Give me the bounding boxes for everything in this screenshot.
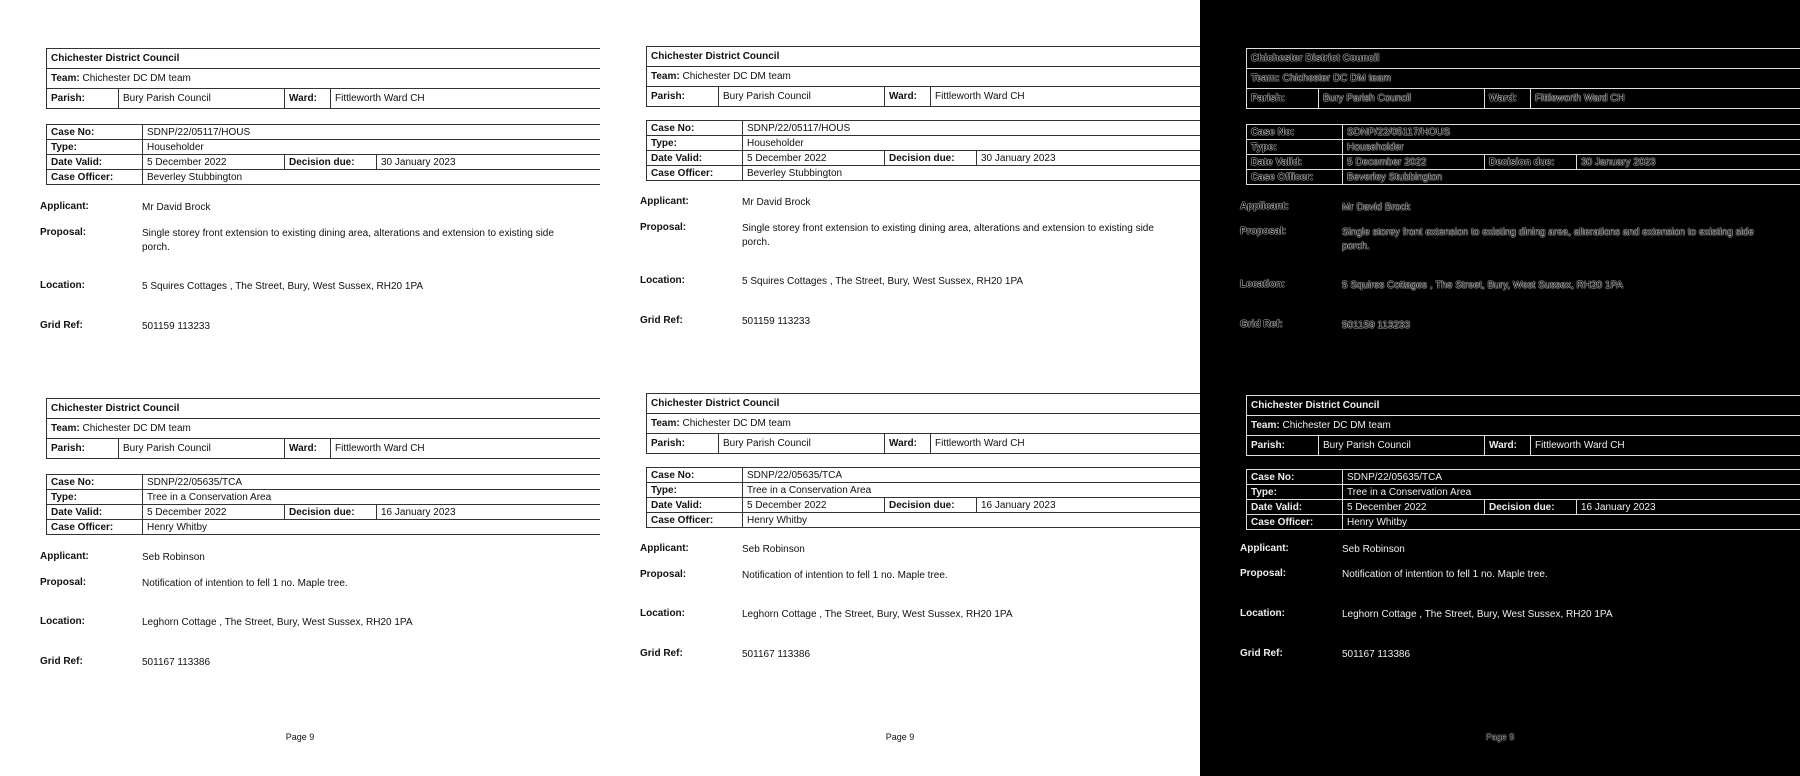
council-name: Chichester District Council	[647, 394, 1201, 414]
proposal-value: Single storey front extension to existing dining area, alterations and extension to existing side porch.	[1342, 227, 1754, 252]
decision-due-value: 16 January 2023	[977, 498, 1201, 513]
page-footer: Page 9	[285, 732, 315, 742]
document-panel-original	[0, 0, 600, 776]
type-label: Type:	[47, 140, 143, 155]
date-valid-value: 5 December 2022	[1343, 155, 1485, 170]
decision-due-label: Decision due:	[285, 505, 377, 520]
ward-value: Fittleworth Ward CH	[331, 89, 601, 109]
page-footer: Page 9	[1485, 732, 1515, 742]
grid-ref-value: 501159 113233	[1342, 320, 1411, 331]
date-valid-label: Date Valid:	[647, 151, 743, 166]
grid-ref-label: Grid Ref:	[40, 656, 83, 667]
grid-ref-label: Grid Ref:	[1240, 648, 1283, 659]
date-valid-label: Date Valid:	[647, 498, 743, 513]
council-name: Chichester District Council	[47, 399, 601, 419]
location-value: Leghorn Cottage , The Street, Bury, West Sussex, RH20 1PA	[142, 617, 413, 628]
case-no-label: Case No:	[647, 121, 743, 136]
team-value: Chichester DC DM team	[1282, 420, 1391, 431]
case-details-table	[1246, 124, 1800, 185]
council-header-table	[646, 393, 1200, 454]
team-row	[647, 67, 1201, 87]
proposal-value: Single storey front extension to existing dining area, alterations and extension to existing side porch.	[742, 223, 1154, 248]
case-officer-label: Case Officer:	[47, 170, 143, 185]
grid-ref-value: 501167 113386	[742, 649, 811, 660]
case-no-value: SDNP/22/05117/HOUS	[1343, 125, 1800, 140]
case-details-table	[646, 467, 1200, 528]
parish-value: Bury Parish Council	[1319, 436, 1485, 456]
applicant-label: Applicant:	[640, 196, 689, 207]
document-panel-reconstruction	[600, 0, 1200, 776]
date-valid-value: 5 December 2022	[143, 155, 285, 170]
team-row	[47, 419, 601, 439]
team-row	[647, 414, 1201, 434]
team-value: Chichester DC DM team	[682, 71, 791, 82]
location-label: Location:	[640, 275, 685, 286]
grid-ref-label: Grid Ref:	[40, 320, 83, 331]
type-value: Tree in a Conservation Area	[1343, 485, 1800, 500]
proposal-value: Notification of intention to fell 1 no. Maple tree.	[742, 570, 948, 581]
decision-due-value: 16 January 2023	[377, 505, 601, 520]
date-valid-value: 5 December 2022	[743, 151, 885, 166]
parish-value: Bury Parish Council	[119, 89, 285, 109]
location-value: 5 Squires Cottages , The Street, Bury, West Sussex, RH20 1PA	[142, 281, 424, 292]
team-value: Chichester DC DM team	[1282, 73, 1391, 84]
team-row	[1247, 416, 1800, 436]
case-no-value: SDNP/22/05635/TCA	[143, 475, 601, 490]
case-no-label: Case No:	[47, 125, 143, 140]
ward-value: Fittleworth Ward CH	[331, 439, 601, 459]
case-officer-label: Case Officer:	[47, 520, 143, 535]
parish-label: Parish:	[47, 89, 119, 109]
ward-label: Ward:	[885, 434, 931, 454]
team-value: Chichester DC DM team	[82, 73, 191, 84]
applicant-label: Applicant:	[640, 543, 689, 554]
type-value: Tree in a Conservation Area	[143, 490, 601, 505]
case-officer-label: Case Officer:	[1247, 515, 1343, 530]
location-value: 5 Squires Cottages , The Street, Bury, West Sussex, RH20 1PA	[1342, 280, 1624, 291]
date-valid-label: Date Valid:	[1247, 155, 1343, 170]
decision-due-label: Decision due:	[885, 498, 977, 513]
type-value: Householder	[1343, 140, 1800, 155]
type-value: Householder	[143, 140, 601, 155]
team-label: Team:	[1251, 73, 1280, 84]
team-label: Team:	[51, 73, 80, 84]
parish-value: Bury Parish Council	[719, 434, 885, 454]
council-header-table	[646, 46, 1200, 107]
case-officer-value: Beverley Stubbington	[1343, 170, 1800, 185]
grid-ref-value: 501159 113233	[742, 316, 811, 327]
decision-due-value: 30 January 2023	[977, 151, 1201, 166]
decision-due-value: 16 January 2023	[1577, 500, 1800, 515]
case-officer-value: Henry Whitby	[143, 520, 601, 535]
council-name: Chichester District Council	[1247, 396, 1800, 416]
proposal-label: Proposal:	[640, 222, 687, 233]
case-details-table	[1246, 469, 1800, 530]
type-label: Type:	[647, 136, 743, 151]
applicant-value: Mr David Brock	[1342, 202, 1411, 213]
proposal-value: Single storey front extension to existing dining area, alterations and extension to existing side porch.	[142, 228, 554, 253]
applicant-label: Applicant:	[40, 551, 89, 562]
date-valid-value: 5 December 2022	[1343, 500, 1485, 515]
case-no-label: Case No:	[1247, 125, 1343, 140]
grid-ref-value: 501167 113386	[1342, 649, 1411, 660]
proposal-label: Proposal:	[1240, 226, 1287, 237]
location-label: Location:	[640, 608, 685, 619]
case-officer-label: Case Officer:	[1247, 170, 1343, 185]
parish-value: Bury Parish Council	[119, 439, 285, 459]
type-label: Type:	[1247, 485, 1343, 500]
case-no-label: Case No:	[647, 468, 743, 483]
case-no-label: Case No:	[47, 475, 143, 490]
document-panel-diff	[1200, 0, 1800, 776]
parish-value: Bury Parish Council	[1319, 89, 1485, 109]
type-label: Type:	[1247, 140, 1343, 155]
decision-due-label: Decision due:	[885, 151, 977, 166]
team-label: Team:	[651, 71, 680, 82]
parish-value: Bury Parish Council	[719, 87, 885, 107]
proposal-value: Notification of intention to fell 1 no. Maple tree.	[1342, 569, 1548, 580]
parish-label: Parish:	[47, 439, 119, 459]
location-label: Location:	[1240, 279, 1285, 290]
grid-ref-value: 501167 113386	[142, 657, 211, 668]
ward-label: Ward:	[1485, 436, 1531, 456]
case-details-table	[646, 120, 1200, 181]
case-officer-value: Henry Whitby	[1343, 515, 1800, 530]
location-value: 5 Squires Cottages , The Street, Bury, West Sussex, RH20 1PA	[742, 276, 1024, 287]
applicant-value: Seb Robinson	[142, 552, 205, 563]
applicant-value: Seb Robinson	[742, 544, 805, 555]
proposal-label: Proposal:	[640, 569, 687, 580]
type-label: Type:	[647, 483, 743, 498]
council-name: Chichester District Council	[47, 49, 601, 69]
case-officer-label: Case Officer:	[647, 513, 743, 528]
case-no-value: SDNP/22/05635/TCA	[1343, 470, 1800, 485]
date-valid-label: Date Valid:	[47, 155, 143, 170]
case-details-table	[46, 124, 600, 185]
decision-due-label: Decision due:	[1485, 500, 1577, 515]
council-name: Chichester District Council	[647, 47, 1201, 67]
decision-due-label: Decision due:	[1485, 155, 1577, 170]
ward-value: Fittleworth Ward CH	[931, 87, 1201, 107]
ward-label: Ward:	[1485, 89, 1531, 109]
ward-label: Ward:	[885, 87, 931, 107]
location-value: Leghorn Cottage , The Street, Bury, West Sussex, RH20 1PA	[1342, 609, 1613, 620]
location-label: Location:	[40, 280, 85, 291]
ward-value: Fittleworth Ward CH	[1531, 436, 1800, 456]
applicant-value: Mr David Brock	[742, 197, 811, 208]
case-no-value: SDNP/22/05635/TCA	[743, 468, 1201, 483]
team-label: Team:	[651, 418, 680, 429]
grid-ref-label: Grid Ref:	[1240, 319, 1283, 330]
team-value: Chichester DC DM team	[82, 423, 191, 434]
council-header-table	[46, 48, 600, 109]
applicant-label: Applicant:	[1240, 543, 1289, 554]
team-value: Chichester DC DM team	[682, 418, 791, 429]
location-value: Leghorn Cottage , The Street, Bury, West Sussex, RH20 1PA	[742, 609, 1013, 620]
grid-ref-label: Grid Ref:	[640, 315, 683, 326]
case-officer-value: Henry Whitby	[743, 513, 1201, 528]
location-label: Location:	[1240, 608, 1285, 619]
team-row	[47, 69, 601, 89]
case-officer-label: Case Officer:	[647, 166, 743, 181]
parish-label: Parish:	[1247, 89, 1319, 109]
council-header-table	[1246, 48, 1800, 109]
ward-label: Ward:	[285, 89, 331, 109]
applicant-label: Applicant:	[40, 201, 89, 212]
team-label: Team:	[51, 423, 80, 434]
grid-ref-label: Grid Ref:	[640, 648, 683, 659]
decision-due-value: 30 January 2023	[1577, 155, 1800, 170]
type-value: Householder	[743, 136, 1201, 151]
team-row	[1247, 69, 1800, 89]
proposal-label: Proposal:	[40, 577, 87, 588]
date-valid-value: 5 December 2022	[743, 498, 885, 513]
parish-label: Parish:	[647, 87, 719, 107]
proposal-value: Notification of intention to fell 1 no. Maple tree.	[142, 578, 348, 589]
case-officer-value: Beverley Stubbington	[743, 166, 1201, 181]
location-label: Location:	[40, 616, 85, 627]
case-officer-value: Beverley Stubbington	[143, 170, 601, 185]
applicant-label: Applicant:	[1240, 201, 1289, 212]
parish-label: Parish:	[647, 434, 719, 454]
team-label: Team:	[1251, 420, 1280, 431]
proposal-label: Proposal:	[1240, 568, 1287, 579]
case-no-value: SDNP/22/05117/HOUS	[143, 125, 601, 140]
proposal-label: Proposal:	[40, 227, 87, 238]
case-details-table	[46, 474, 600, 535]
type-label: Type:	[47, 490, 143, 505]
ward-label: Ward:	[285, 439, 331, 459]
case-no-label: Case No:	[1247, 470, 1343, 485]
date-valid-label: Date Valid:	[47, 505, 143, 520]
grid-ref-value: 501159 113233	[142, 321, 211, 332]
decision-due-value: 30 January 2023	[377, 155, 601, 170]
council-header-table	[46, 398, 600, 459]
applicant-value: Seb Robinson	[1342, 544, 1405, 555]
applicant-value: Mr David Brock	[142, 202, 211, 213]
ward-value: Fittleworth Ward CH	[931, 434, 1201, 454]
case-no-value: SDNP/22/05117/HOUS	[743, 121, 1201, 136]
decision-due-label: Decision due:	[285, 155, 377, 170]
parish-label: Parish:	[1247, 436, 1319, 456]
type-value: Tree in a Conservation Area	[743, 483, 1201, 498]
date-valid-value: 5 December 2022	[143, 505, 285, 520]
council-name: Chichester District Council	[1247, 49, 1800, 69]
date-valid-label: Date Valid:	[1247, 500, 1343, 515]
page-footer: Page 9	[885, 732, 915, 742]
council-header-table	[1246, 395, 1800, 456]
ward-value: Fittleworth Ward CH	[1531, 89, 1800, 109]
